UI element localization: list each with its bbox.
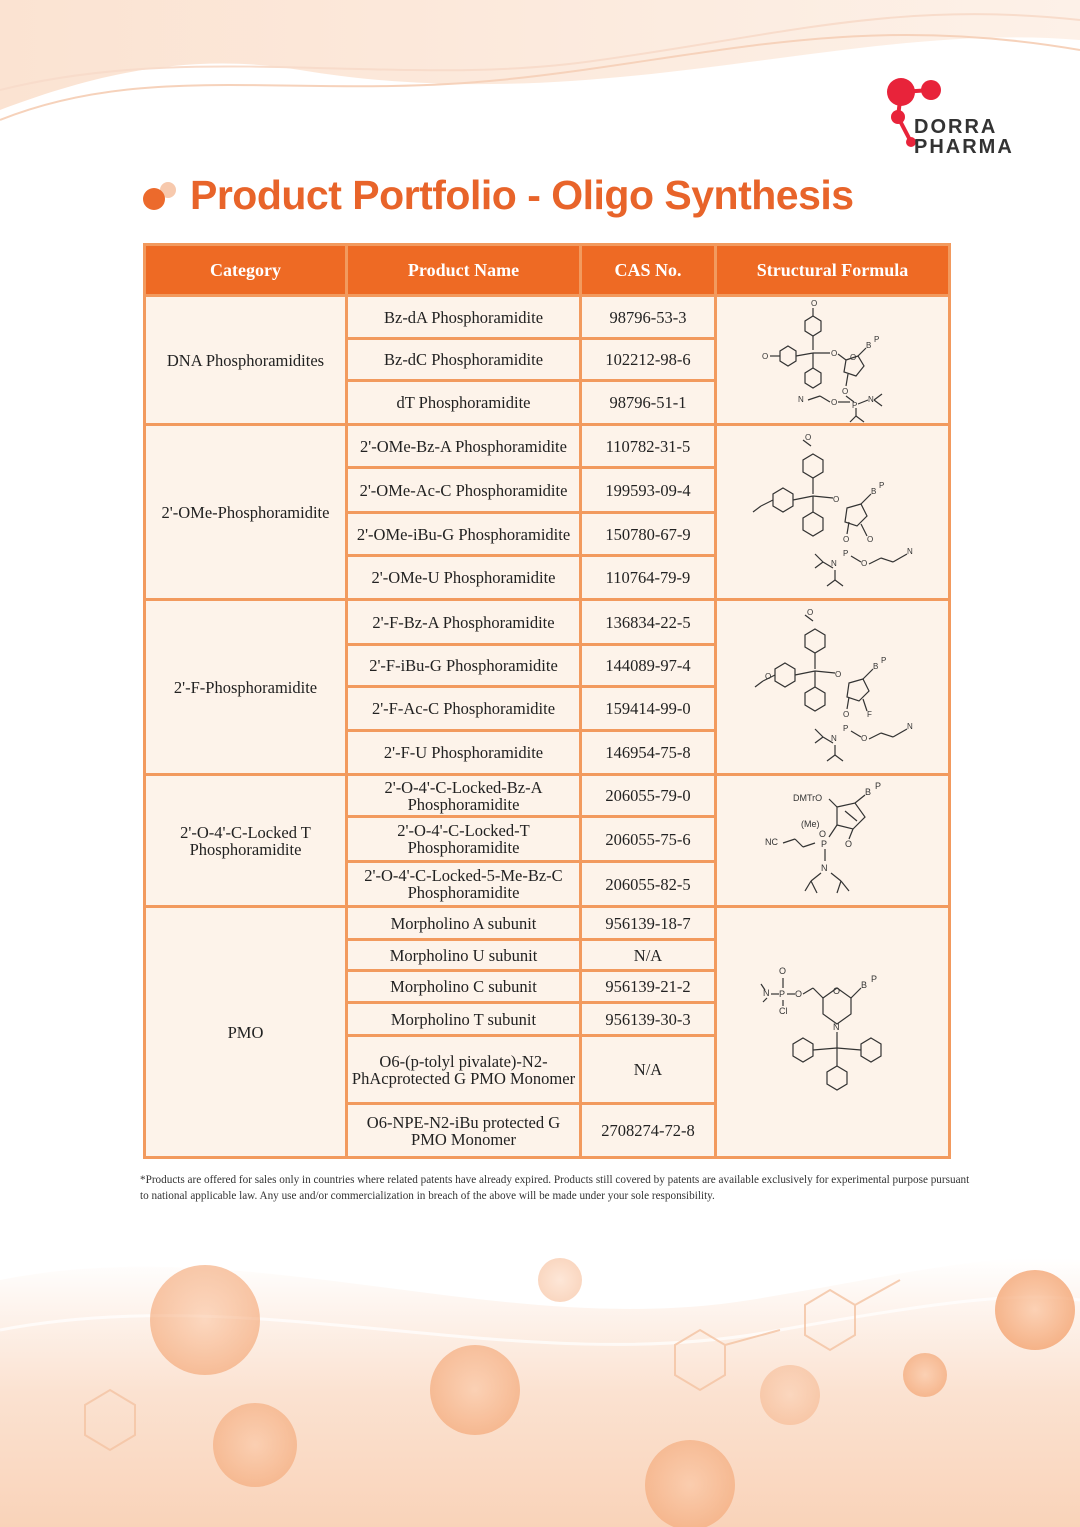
patent-disclaimer-footnote: *Products are offered for sales only in countries where related patents have already expired. Products still covered by patents are available exclusively for experimental purpose pursuant to national applicable law. Any use and/or commercialization in breach of the above will be made under your sole responsibility. bbox=[140, 1174, 970, 1202]
product-name-cell: 2'-OMe-Bz-A Phosphoramidite bbox=[347, 425, 581, 468]
cas-cell: 956139-30-3 bbox=[581, 1003, 716, 1036]
svg-text:B: B bbox=[860, 980, 867, 990]
svg-text:P: P bbox=[842, 724, 848, 733]
product-name-cell: 2'-F-iBu-G Phosphoramidite bbox=[347, 645, 581, 687]
product-name-cell: 2'-F-Bz-A Phosphoramidite bbox=[347, 600, 581, 645]
cas-cell: 206055-75-6 bbox=[581, 817, 716, 862]
cas-cell: 206055-82-5 bbox=[581, 862, 716, 907]
product-name-cell: 2'-O-4'-C-Locked-5-Me-Bz-C Phosphoramidite bbox=[347, 862, 581, 907]
svg-text:P: P bbox=[851, 400, 857, 410]
svg-text:O: O bbox=[866, 535, 873, 544]
structure-cell-locked bbox=[716, 775, 950, 907]
cas-cell: 199593-09-4 bbox=[581, 468, 716, 513]
cas-cell: 110782-31-5 bbox=[581, 425, 716, 468]
svg-text:P: P bbox=[842, 549, 848, 558]
svg-text:N: N bbox=[867, 394, 874, 404]
svg-text:O: O bbox=[804, 433, 811, 442]
svg-text:B: B bbox=[872, 662, 878, 671]
svg-text:P: P bbox=[880, 656, 886, 665]
svg-text:P: P bbox=[878, 481, 884, 490]
structure-cell-pmo bbox=[716, 907, 950, 1158]
product-name-cell: 2'-F-Ac-C Phosphoramidite bbox=[347, 687, 581, 731]
product-name-cell: 2'-O-4'-C-Locked-T Phosphoramidite bbox=[347, 817, 581, 862]
svg-text:O: O bbox=[830, 397, 837, 407]
svg-text:O: O bbox=[832, 495, 839, 504]
svg-text:O: O bbox=[806, 608, 813, 617]
svg-text:N: N bbox=[797, 394, 804, 404]
svg-text:N: N bbox=[906, 722, 913, 731]
cas-cell: 98796-53-3 bbox=[581, 296, 716, 339]
brand-name-line2: PHARMA bbox=[914, 136, 1014, 158]
product-name-cell: Bz-dC Phosphoramidite bbox=[347, 339, 581, 381]
brand-name-line1: DORRA bbox=[914, 116, 998, 138]
cas-cell: 2708274-72-8 bbox=[581, 1104, 716, 1158]
svg-text:O: O bbox=[778, 966, 786, 976]
header-category: Category bbox=[145, 245, 347, 296]
title-bullet-icon bbox=[143, 188, 165, 210]
svg-text:O: O bbox=[818, 828, 826, 839]
category-cell: PMO bbox=[145, 907, 347, 1158]
svg-text:N: N bbox=[830, 559, 837, 568]
structure-cell-fluoro bbox=[716, 600, 950, 775]
svg-text:(Me): (Me) bbox=[800, 818, 819, 829]
product-name-cell: 2'-F-U Phosphoramidite bbox=[347, 731, 581, 775]
cas-cell: N/A bbox=[581, 940, 716, 971]
table-row bbox=[145, 600, 950, 645]
product-name-cell: dT Phosphoramidite bbox=[347, 381, 581, 425]
product-table bbox=[143, 243, 951, 1159]
table-row bbox=[145, 425, 950, 468]
header-cas-no: CAS No. bbox=[581, 245, 716, 296]
category-cell: DNA Phosphoramidites bbox=[145, 296, 347, 425]
cas-cell: 146954-75-8 bbox=[581, 731, 716, 775]
footer-bubbles-background bbox=[0, 1220, 1080, 1527]
pmo-structure bbox=[753, 962, 913, 1102]
structure-cell-dna bbox=[716, 296, 950, 425]
category-cell: 2'-F-Phosphoramidite bbox=[145, 600, 347, 775]
svg-text:O: O bbox=[860, 559, 867, 568]
svg-text:O: O bbox=[794, 989, 802, 999]
header-structural-formula: Structural Formula bbox=[716, 245, 950, 296]
cas-cell: 206055-79-0 bbox=[581, 775, 716, 817]
cas-cell: 102212-98-6 bbox=[581, 339, 716, 381]
cas-cell: 144089-97-4 bbox=[581, 645, 716, 687]
product-name-cell: Bz-dA Phosphoramidite bbox=[347, 296, 581, 339]
svg-text:O: O bbox=[832, 986, 840, 996]
cas-cell: 150780-67-9 bbox=[581, 513, 716, 556]
cas-cell: 98796-51-1 bbox=[581, 381, 716, 425]
svg-text:O: O bbox=[834, 670, 841, 679]
page-title: Product Portfolio - Oligo Synthesis bbox=[190, 172, 854, 218]
product-name-cell: 2'-OMe-Ac-C Phosphoramidite bbox=[347, 468, 581, 513]
product-name-cell: O6-(p-tolyl pivalate)-N2-PhAcprotected G PMO Monomer bbox=[347, 1036, 581, 1104]
cas-cell: 159414-99-0 bbox=[581, 687, 716, 731]
svg-text:DMTrO: DMTrO bbox=[792, 792, 822, 803]
table-header-row bbox=[145, 245, 950, 296]
svg-text:P: P bbox=[820, 838, 827, 849]
svg-text:N: N bbox=[762, 988, 769, 998]
svg-text:P: P bbox=[874, 780, 881, 791]
product-name-cell: Morpholino U subunit bbox=[347, 940, 581, 971]
structure-cell-ome bbox=[716, 425, 950, 600]
svg-text:O: O bbox=[842, 710, 849, 719]
cas-cell: 956139-21-2 bbox=[581, 971, 716, 1003]
svg-text:O: O bbox=[764, 672, 771, 681]
svg-text:F: F bbox=[866, 710, 872, 719]
svg-text:B: B bbox=[870, 487, 876, 496]
svg-text:P: P bbox=[778, 989, 785, 999]
svg-text:O: O bbox=[844, 838, 852, 849]
table-row bbox=[145, 296, 950, 339]
svg-text:O: O bbox=[810, 298, 817, 308]
svg-text:O: O bbox=[849, 352, 856, 362]
cas-cell: 136834-22-5 bbox=[581, 600, 716, 645]
svg-text:O: O bbox=[830, 348, 837, 358]
svg-text:N: N bbox=[832, 1022, 839, 1032]
svg-text:Cl: Cl bbox=[778, 1006, 787, 1016]
locked-phosphoramidite-structure bbox=[753, 781, 913, 901]
svg-text:N: N bbox=[830, 734, 837, 743]
product-name-cell: 2'-OMe-iBu-G Phosphoramidite bbox=[347, 513, 581, 556]
fluoro-phosphoramidite-structure bbox=[743, 607, 923, 767]
ome-phosphoramidite-structure bbox=[743, 432, 923, 592]
svg-text:O: O bbox=[761, 351, 768, 361]
cas-cell: 110764-79-9 bbox=[581, 556, 716, 600]
svg-text:B: B bbox=[864, 786, 871, 797]
product-name-cell: O6-NPE-N2-iBu protected G PMO Monomer bbox=[347, 1104, 581, 1158]
table-row bbox=[145, 775, 950, 817]
svg-text:B: B bbox=[865, 340, 871, 350]
cas-cell: N/A bbox=[581, 1036, 716, 1104]
svg-text:O: O bbox=[842, 535, 849, 544]
product-name-cell: 2'-O-4'-C-Locked-Bz-A Phosphoramidite bbox=[347, 775, 581, 817]
svg-text:N: N bbox=[906, 547, 913, 556]
svg-text:O: O bbox=[841, 386, 848, 396]
product-name-cell: Morpholino C subunit bbox=[347, 971, 581, 1003]
product-name-cell: 2'-OMe-U Phosphoramidite bbox=[347, 556, 581, 600]
header-product-name: Product Name bbox=[347, 245, 581, 296]
dna-phosphoramidite-structure bbox=[758, 298, 908, 423]
category-cell: 2'-OMe-Phosphoramidite bbox=[145, 425, 347, 600]
svg-text:NC: NC bbox=[764, 836, 778, 847]
product-name-cell: Morpholino A subunit bbox=[347, 907, 581, 940]
svg-text:O: O bbox=[860, 734, 867, 743]
category-cell: 2'-O-4'-C-Locked T Phosphoramidite bbox=[145, 775, 347, 907]
cas-cell: 956139-18-7 bbox=[581, 907, 716, 940]
table-row bbox=[145, 907, 950, 940]
svg-text:N: N bbox=[820, 862, 827, 873]
svg-text:P: P bbox=[873, 334, 879, 344]
product-name-cell: Morpholino T subunit bbox=[347, 1003, 581, 1036]
svg-text:P: P bbox=[870, 974, 877, 984]
